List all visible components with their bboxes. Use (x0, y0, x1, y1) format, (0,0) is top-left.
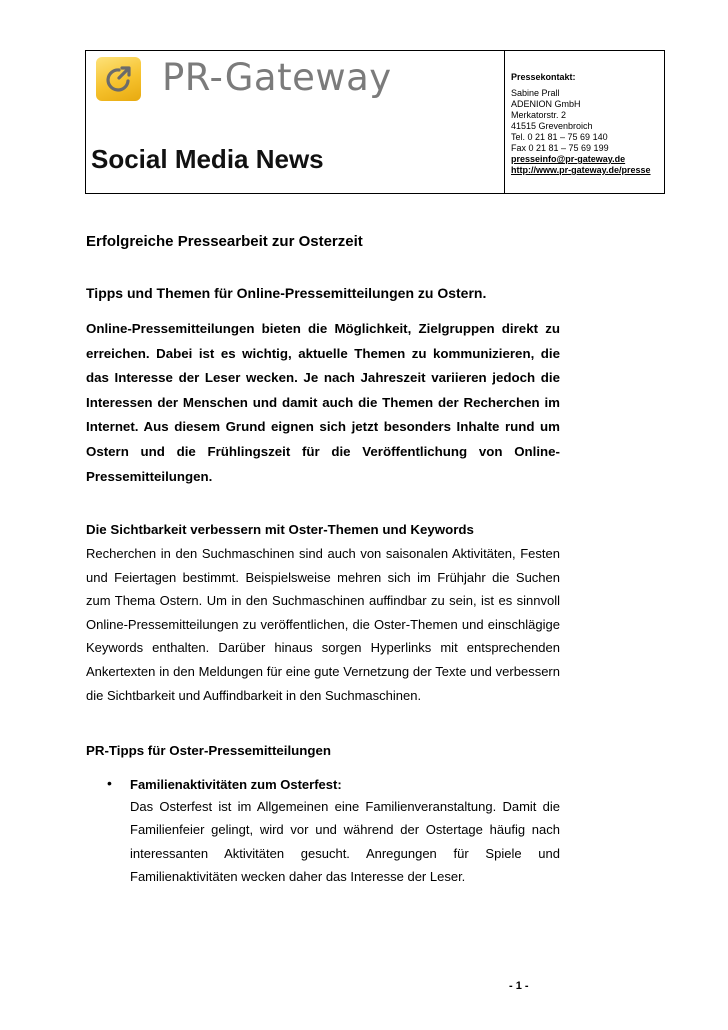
contact-email-link[interactable]: presseinfo@pr-gateway.de (511, 154, 626, 164)
bullet-heading-family: Familienaktivitäten zum Osterfest: (130, 777, 342, 792)
article-subtitle: Tipps und Themen für Online-Pressemitteilungen zu Ostern. (86, 285, 487, 301)
bullet-icon: • (107, 775, 112, 791)
press-contact-box (504, 51, 665, 193)
bullet-body-family: Das Osterfest ist im Allgemeinen eine Familienveranstaltung. Damit die Familienfeier gelingt, wird vor und während der Ostertage häufig nach interessanten Aktivitäten gesucht. Anregungen für Spiele und Familienaktivitäten wecken daher das Interesse der Leser. (130, 799, 560, 885)
contact-block (511, 72, 651, 176)
contact-city: 41515 Grevenbroich (511, 121, 593, 131)
section-heading-pr-tips: PR-Tipps für Oster-Pressemitteilungen (86, 743, 332, 758)
contact-website-link[interactable]: http://www.pr-gateway.de/presse (511, 165, 651, 175)
press-header (85, 50, 665, 194)
article-title: Erfolgreiche Pressearbeit zur Osterzeit (86, 233, 363, 250)
contact-label: Pressekontakt: (511, 72, 576, 82)
contact-phone: Tel. 0 21 81 – 75 69 140 (511, 132, 608, 142)
intro-paragraph: Online-Pressemitteilungen bieten die Möglichkeit, Zielgruppen direkt zu erreichen. Dabei ist es wichtig, aktuelle Themen zu kommunizieren, die das Interesse der Leser wecken. Je nach Jahreszeit variieren jedoch die Interessen der Menschen und damit auch die Themen der Recherchen im Internet. Aus diesem Grund eignen sich jetzt besonders Inhalte rund um Ostern und die Frühlingszeit für die Veröffentlichung von Online-Pressemitteilungen. (86, 321, 560, 484)
newsletter-title: Social Media News (91, 144, 324, 174)
logo-wordmark: PR-Gateway (162, 56, 392, 99)
contact-street: Merkatorstr. 2 (511, 110, 567, 120)
pr-gateway-logo-icon (96, 57, 141, 101)
contact-name: Sabine Prall (511, 88, 560, 98)
section-heading-visibility: Die Sichtbarkeit verbessern mit Oster-Themen und Keywords (86, 522, 474, 537)
section-body-visibility: Recherchen in den Suchmaschinen sind auch von saisonalen Aktivitäten, Festen und Feiertagen bestimmt. Beispielsweise mehren sich im Frühjahr die Suchen zum Thema Ostern. Um in den Suchmaschinen auffindbar zu sein, ist es sinnvoll Online-Pressemitteilungen zu veröffentlichen, die Oster-Themen und einschlägige Keywords enthalten. Darüber hinaus sorgen Hyperlinks mit entsprechenden Ankertexten in den Meldungen für eine gute Vernetzung der Texte und verbessern die Sichtbarkeit und Auffindbarkeit in den Suchmaschinen. (86, 546, 560, 703)
header-brand-area (86, 51, 504, 193)
page-number: - 1 - (509, 980, 529, 992)
contact-fax: Fax 0 21 81 – 75 69 199 (511, 143, 609, 153)
contact-company: ADENION GmbH (511, 99, 581, 109)
